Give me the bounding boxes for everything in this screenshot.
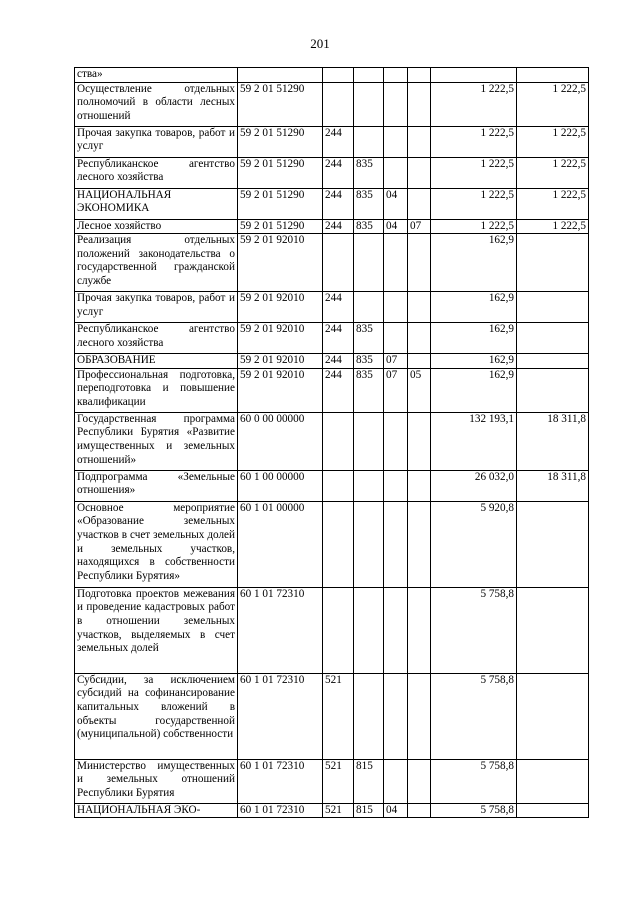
row-sum2-cell — [517, 803, 589, 818]
row-sum2-cell — [517, 292, 589, 323]
row-sum2-cell: 1 222,5 — [517, 126, 589, 157]
row-pr-cell — [408, 292, 431, 323]
row-vr-cell: 244 — [323, 323, 354, 354]
row-rz-cell: 07 — [384, 368, 408, 412]
row-vr-cell — [323, 501, 354, 587]
row-code-cell — [238, 68, 323, 83]
row-vr-cell — [323, 412, 354, 470]
row-name-cell: Республиканское агентство лесного хозяйства — [75, 157, 238, 188]
row-code-cell: 59 2 01 92010 — [238, 292, 323, 323]
row-sum1-cell: 1 222,5 — [431, 82, 517, 126]
table-row — [75, 501, 589, 587]
row-rz-cell — [384, 673, 408, 759]
row-rz-cell — [384, 68, 408, 83]
row-name-cell: Подпрограмма «Земельные отношения» — [75, 470, 238, 501]
row-pr-cell — [408, 82, 431, 126]
row-code-cell: 59 2 01 92010 — [238, 234, 323, 292]
row-pr-cell — [408, 803, 431, 818]
table-row — [75, 470, 589, 501]
row-vr-cell: 244 — [323, 368, 354, 412]
row-pr-cell — [408, 354, 431, 369]
row-sum2-cell: 18 311,8 — [517, 470, 589, 501]
row-sum1-cell: 5 758,8 — [431, 587, 517, 673]
row-pr-cell — [408, 126, 431, 157]
row-code-cell: 60 1 01 72310 — [238, 803, 323, 818]
row-code-cell: 59 2 01 51290 — [238, 82, 323, 126]
row-name-cell: Осуществление отдельных полномочий в области лесных отношений — [75, 82, 238, 126]
row-rz-cell — [384, 587, 408, 673]
row-sum2-cell — [517, 234, 589, 292]
row-sum1-cell: 162,9 — [431, 323, 517, 354]
table-row — [75, 126, 589, 157]
row-sum2-cell — [517, 501, 589, 587]
row-sum1-cell: 162,9 — [431, 368, 517, 412]
row-vr-cell: 244 — [323, 219, 354, 234]
row-pr-cell — [408, 234, 431, 292]
row-rz-cell: 04 — [384, 188, 408, 219]
table-row — [75, 82, 589, 126]
row-vr-cell — [323, 587, 354, 673]
table-body — [75, 68, 589, 818]
row-vr-cell — [323, 234, 354, 292]
row-vr-cell: 244 — [323, 157, 354, 188]
row-rz-cell — [384, 759, 408, 803]
row-pr-cell — [408, 412, 431, 470]
row-sum2-cell — [517, 587, 589, 673]
row-pr-cell — [408, 759, 431, 803]
row-name-cell: Прочая закупка товаров, работ и услуг — [75, 126, 238, 157]
row-rz-cell — [384, 82, 408, 126]
row-pr-cell — [408, 673, 431, 759]
row-sum1-cell: 5 758,8 — [431, 673, 517, 759]
row-sum1-cell: 26 032,0 — [431, 470, 517, 501]
row-name-cell: Лесное хозяйство — [75, 219, 238, 234]
row-code-cell: 60 0 00 00000 — [238, 412, 323, 470]
row-grbs-cell: 835 — [354, 368, 384, 412]
table-row — [75, 292, 589, 323]
row-sum2-cell — [517, 323, 589, 354]
row-vr-cell: 521 — [323, 673, 354, 759]
row-grbs-cell — [354, 673, 384, 759]
row-rz-cell: 04 — [384, 219, 408, 234]
row-grbs-cell — [354, 292, 384, 323]
row-sum2-cell: 1 222,5 — [517, 188, 589, 219]
row-grbs-cell: 835 — [354, 157, 384, 188]
table-row — [75, 68, 589, 83]
row-name-cell: Подготовка проектов межевания и проведение кадастровых работ в отношении земельных участков, выделяемых в счет земельных долей — [75, 587, 238, 673]
row-name-cell: Реализация отдельных положений законодательства о государственной гражданской службе — [75, 234, 238, 292]
table-row — [75, 234, 589, 292]
row-pr-cell: 07 — [408, 219, 431, 234]
row-vr-cell — [323, 68, 354, 83]
row-name-cell: Министерство имущественных и земельных отношений Республики Бурятия — [75, 759, 238, 803]
table-row — [75, 157, 589, 188]
row-vr-cell: 244 — [323, 354, 354, 369]
row-sum2-cell — [517, 673, 589, 759]
row-name-cell: ОБРАЗОВАНИЕ — [75, 354, 238, 369]
row-vr-cell — [323, 82, 354, 126]
row-grbs-cell: 835 — [354, 188, 384, 219]
row-vr-cell: 244 — [323, 292, 354, 323]
table-row — [75, 587, 589, 673]
row-code-cell: 59 2 01 92010 — [238, 323, 323, 354]
row-name-cell: Субсидии, за исключением субсидий на софинансирование капитальных вложений в объекты государственной (муниципальной) собственности — [75, 673, 238, 759]
row-pr-cell: 05 — [408, 368, 431, 412]
row-pr-cell — [408, 188, 431, 219]
row-pr-cell — [408, 501, 431, 587]
row-sum2-cell — [517, 68, 589, 83]
row-grbs-cell — [354, 82, 384, 126]
row-sum1-cell: 5 758,8 — [431, 759, 517, 803]
row-rz-cell — [384, 470, 408, 501]
table-row — [75, 759, 589, 803]
row-name-cell: Республиканское агентство лесного хозяйства — [75, 323, 238, 354]
row-name-cell: НАЦИОНАЛЬНАЯ ЭКОНОМИКА — [75, 188, 238, 219]
row-code-cell: 60 1 01 72310 — [238, 673, 323, 759]
row-name-cell: Прочая закупка товаров, работ и услуг — [75, 292, 238, 323]
row-name-cell: Профессиональная подготовка, переподготовка и повышение квалификации — [75, 368, 238, 412]
table-row — [75, 323, 589, 354]
row-rz-cell — [384, 126, 408, 157]
row-rz-cell — [384, 501, 408, 587]
row-sum1-cell: 162,9 — [431, 234, 517, 292]
row-grbs-cell — [354, 68, 384, 83]
row-code-cell: 59 2 01 51290 — [238, 157, 323, 188]
row-grbs-cell — [354, 234, 384, 292]
row-sum1-cell — [431, 68, 517, 83]
row-rz-cell — [384, 412, 408, 470]
row-code-cell: 60 1 01 72310 — [238, 759, 323, 803]
row-sum2-cell — [517, 368, 589, 412]
row-grbs-cell — [354, 501, 384, 587]
row-sum1-cell: 5 920,8 — [431, 501, 517, 587]
row-sum1-cell: 162,9 — [431, 292, 517, 323]
row-sum2-cell: 18 311,8 — [517, 412, 589, 470]
row-vr-cell: 521 — [323, 759, 354, 803]
row-rz-cell: 04 — [384, 803, 408, 818]
row-grbs-cell: 835 — [354, 219, 384, 234]
row-sum1-cell: 1 222,5 — [431, 157, 517, 188]
row-rz-cell: 07 — [384, 354, 408, 369]
row-sum2-cell: 1 222,5 — [517, 82, 589, 126]
row-grbs-cell: 815 — [354, 803, 384, 818]
row-sum1-cell: 162,9 — [431, 354, 517, 369]
row-grbs-cell — [354, 412, 384, 470]
row-rz-cell — [384, 157, 408, 188]
row-code-cell: 59 2 01 51290 — [238, 219, 323, 234]
row-sum1-cell: 1 222,5 — [431, 188, 517, 219]
row-code-cell: 59 2 01 92010 — [238, 354, 323, 369]
row-code-cell: 60 1 00 00000 — [238, 470, 323, 501]
row-vr-cell — [323, 470, 354, 501]
row-code-cell: 60 1 01 00000 — [238, 501, 323, 587]
row-name-cell: ства» — [75, 68, 238, 83]
row-code-cell: 59 2 01 51290 — [238, 126, 323, 157]
table-row — [75, 188, 589, 219]
row-rz-cell — [384, 292, 408, 323]
page-number: 201 — [310, 36, 330, 51]
row-pr-cell — [408, 587, 431, 673]
row-grbs-cell: 835 — [354, 323, 384, 354]
row-name-cell: НАЦИОНАЛЬНАЯ ЭКО- — [75, 803, 238, 818]
row-grbs-cell: 815 — [354, 759, 384, 803]
row-sum1-cell: 1 222,5 — [431, 219, 517, 234]
row-pr-cell — [408, 68, 431, 83]
table-row — [75, 673, 589, 759]
row-pr-cell — [408, 470, 431, 501]
row-sum2-cell — [517, 354, 589, 369]
row-rz-cell — [384, 234, 408, 292]
table-row — [75, 803, 589, 818]
row-grbs-cell — [354, 126, 384, 157]
row-sum2-cell — [517, 759, 589, 803]
row-sum1-cell: 5 758,8 — [431, 803, 517, 818]
row-sum2-cell: 1 222,5 — [517, 157, 589, 188]
table-row — [75, 368, 589, 412]
table-row — [75, 219, 589, 234]
row-name-cell: Государственная программа Республики Бурятия «Развитие имущественных и земельных отношений» — [75, 412, 238, 470]
table-row — [75, 354, 589, 369]
row-vr-cell: 244 — [323, 188, 354, 219]
row-code-cell: 60 1 01 72310 — [238, 587, 323, 673]
budget-table — [74, 67, 589, 818]
row-pr-cell — [408, 323, 431, 354]
row-sum2-cell: 1 222,5 — [517, 219, 589, 234]
row-pr-cell — [408, 157, 431, 188]
row-vr-cell: 244 — [323, 126, 354, 157]
row-grbs-cell: 835 — [354, 354, 384, 369]
row-grbs-cell — [354, 470, 384, 501]
row-name-cell: Основное мероприятие «Образование земельных участков в счет земельных долей и земельных участков, находящихся в собственности Республики Бурятия» — [75, 501, 238, 587]
row-code-cell: 59 2 01 51290 — [238, 188, 323, 219]
row-sum1-cell: 1 222,5 — [431, 126, 517, 157]
row-code-cell: 59 2 01 92010 — [238, 368, 323, 412]
table-row — [75, 412, 589, 470]
row-sum1-cell: 132 193,1 — [431, 412, 517, 470]
row-vr-cell: 521 — [323, 803, 354, 818]
row-rz-cell — [384, 323, 408, 354]
row-grbs-cell — [354, 587, 384, 673]
